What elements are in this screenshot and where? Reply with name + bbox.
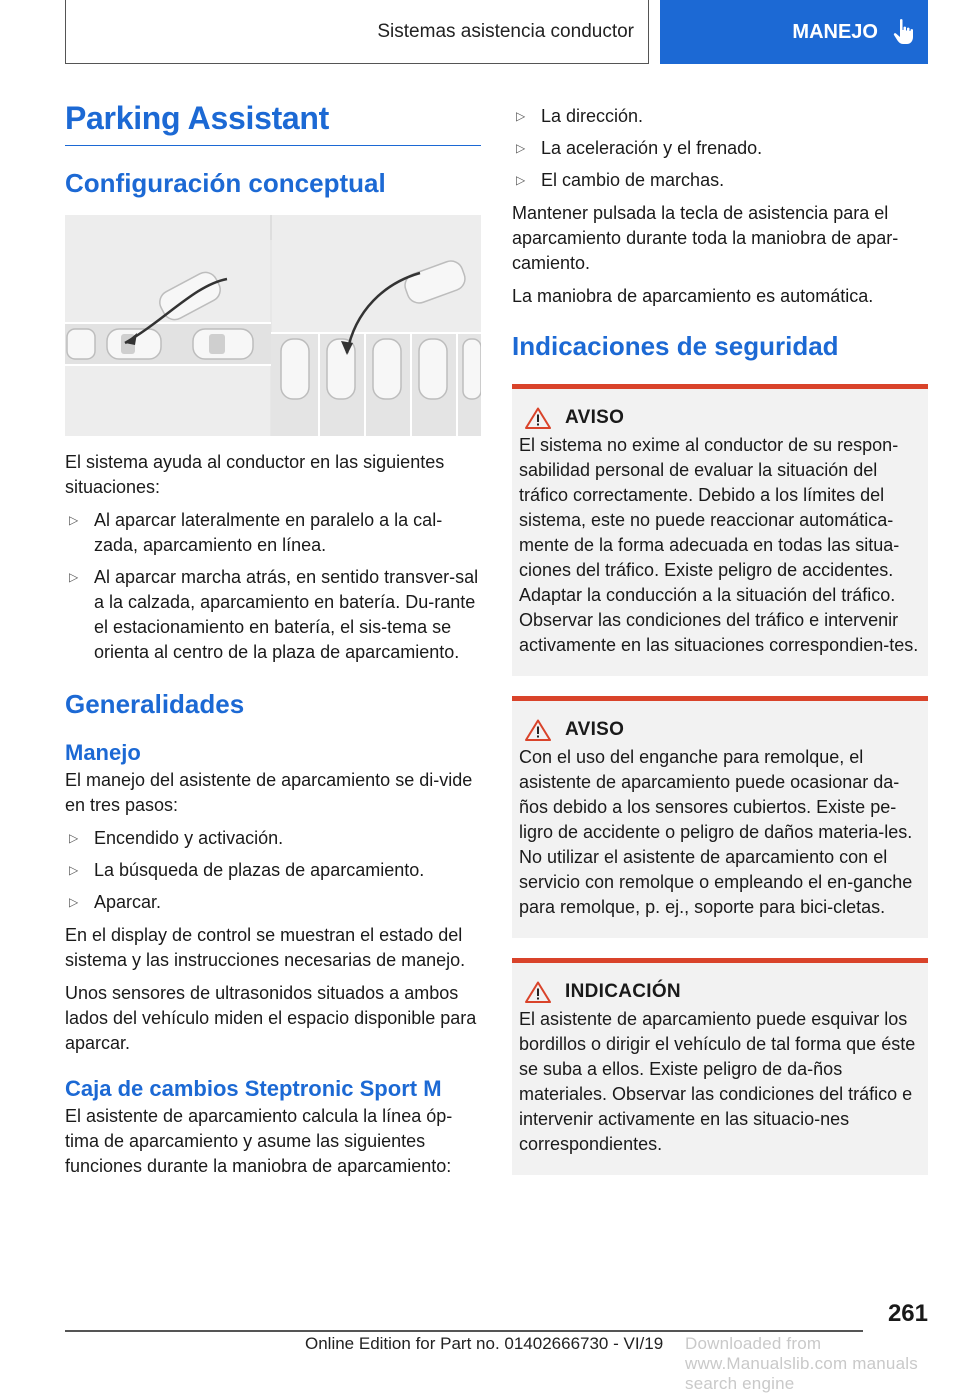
warning-triangle-icon (525, 407, 551, 429)
list-item: ▷ Aparcar. (65, 890, 481, 915)
list-item: ▷ La aceleración y el frenado. (512, 136, 928, 161)
manejo-paragraph: El manejo del asistente de aparcamiento se di-vide en tres pasos: (65, 770, 473, 815)
steps-list (65, 826, 481, 915)
gearbox-paragraph: El asistente de aparcamiento calcula la línea óp-tima de aparcamiento y asume las siguientes funciones durante la maniobra de aparcamiento: (65, 1106, 453, 1176)
sensors-paragraph: Unos sensores de ultrasonidos situados a ambos lados del vehículo miden el espacio disponible para aparcar. (65, 983, 477, 1053)
warning-triangle-icon (525, 981, 551, 1003)
warning-box (512, 696, 928, 938)
right-column (512, 104, 928, 1195)
triangle-bullet-icon: ▷ (69, 570, 79, 584)
list-item: ▷ La dirección. (512, 104, 928, 129)
notice-text: El asistente de aparcamiento puede esquivar los bordillos o dirigir el vehículo de tal forma que éste se suba a ellos. Existe peligro de da-ños materiales. Observar las condiciones del tráfico e intervenir activamente en las situacio-nes correspondientes. (519, 1009, 916, 1154)
page-number: 261 (887, 1300, 928, 1327)
triangle-bullet-icon: ▷ (516, 109, 526, 123)
chapter-tab (660, 0, 928, 64)
warning-header (525, 981, 920, 1003)
section-tab (65, 0, 649, 64)
warning-triangle-icon (525, 719, 551, 741)
warning-text: Con el uso del enganche para remolque, el asistente de aparcamiento puede ocasionar da-ños debido a los sensores cubiertos. Existe pe-ligro de accidente o peligro de daños materia-les. No utilizar el asistente de aparcamiento con el servicio con remolque o empleando el en-ganche para remolque, p. ej., soporte para bici-cletas. (519, 747, 913, 917)
section-title: Sistemas asistencia conductor (377, 20, 634, 42)
hold-paragraph: Mantener pulsada la tecla de asistencia para el aparcamiento durante toda la maniobra de apar-camiento. (512, 203, 899, 273)
edition-text: Online Edition for Part no. 01402666730 - VI/19 (305, 1334, 664, 1353)
triangle-bullet-icon: ▷ (516, 173, 526, 187)
triangle-bullet-icon: ▷ (69, 895, 79, 909)
footer-divider (65, 1330, 863, 1332)
page-title: Parking Assistant (65, 100, 481, 146)
warning-label: AVISO (565, 407, 625, 428)
heading-config: Configuración conceptual (65, 168, 386, 198)
heading-safety: Indicaciones de seguridad (512, 331, 839, 361)
heading-gearbox: Caja de cambios Steptronic Sport M (65, 1076, 442, 1101)
warning-header (525, 719, 920, 741)
watermark-text: Downloaded from www.Manualslib.com manuals search engine (685, 1334, 918, 1393)
functions-list (512, 104, 928, 193)
notice-label: INDICACIÓN (565, 981, 681, 1002)
auto-paragraph: La maniobra de aparcamiento es automática. (512, 286, 874, 306)
triangle-bullet-icon: ▷ (69, 863, 79, 877)
triangle-bullet-icon: ▷ (516, 141, 526, 155)
warning-label: AVISO (565, 719, 625, 740)
notice-box (512, 958, 928, 1175)
chapter-title: MANEJO (792, 20, 878, 43)
list-item: ▷ Al aparcar lateralmente en paralelo a la cal-zada, aparcamiento en línea. (69, 510, 443, 555)
warning-header (525, 407, 920, 429)
intro-paragraph: El sistema ayuda al conductor en las siguientes situaciones: (65, 452, 445, 497)
parking-illustration (65, 215, 481, 436)
situations-list (65, 508, 481, 665)
triangle-bullet-icon: ▷ (69, 513, 79, 527)
left-column (65, 100, 481, 1187)
warning-text: El sistema no exime al conductor de su respon-sabilidad personal de evaluar la situación del tráfico correctamente. Debido a los límites del sistema, este no puede reaccionar automática-mente de la forma adecuada en todas las situa-ciones del tráfico. Existe peligro de accidentes. Adaptar la conducción a la situación del tráfico. Observar las condiciones del tráfico e intervenir activamente en las situaciones correspondien-tes. (519, 435, 919, 655)
display-paragraph: En el display de control se muestran el estado del sistema y las instrucciones necesarias de manejo. (65, 925, 466, 970)
triangle-bullet-icon: ▷ (69, 831, 79, 845)
heading-general: Generalidades (65, 689, 245, 719)
list-item: ▷ La búsqueda de plazas de aparcamiento. (65, 858, 481, 883)
list-item: ▷ El cambio de marchas. (512, 168, 928, 193)
hand-pointer-icon (892, 18, 916, 46)
heading-manejo: Manejo (65, 740, 141, 765)
warning-box (512, 384, 928, 676)
list-item: ▷ Al aparcar marcha atrás, en sentido transver-sal a la calzada, aparcamiento en batería. Du-rante el estacionamiento en batería, el sis-tema se orienta al centro de la plaza de aparcamiento. (69, 567, 479, 662)
list-item: ▷ Encendido y activación. (65, 826, 481, 851)
parking-diagram (65, 215, 481, 436)
